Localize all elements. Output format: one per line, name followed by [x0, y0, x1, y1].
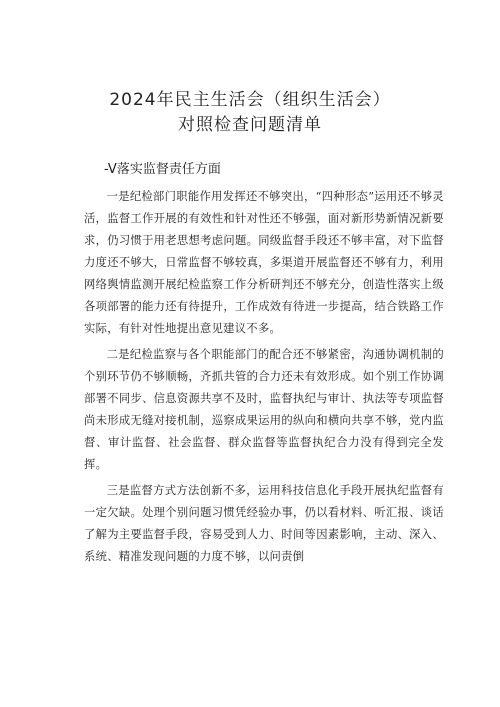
- document-title: [0, 88, 500, 138]
- document-body: [84, 186, 444, 572]
- section-heading: -V落实监督责任方面: [104, 162, 221, 177]
- paragraph-3: 三是监督方式方法创新不多，运用科技信息化手段开展执纪监督有一定欠缺。处理个别问题习惯凭经验办事，仍以看材料、听汇报、谈话了解为主要监督手段，容易受到人力、时间等因素影响，主动、深入、系统、精准发现问题的力度不够，以问责倒: [84, 484, 444, 563]
- paragraph-1: 一是纪检部门职能作用发挥还不够突出，“四种形态”运用还不够灵活，监督工作开展的有效性和针对性还不够强，面对新形势新情况新要求，仍习惯于用老思想考虑问题。同级监督手段还不够丰富，对下监督力度还不够大，日常监督不够较真，多渠道开展监督还不够有力，利用网络舆情监测开展纪检监察工作分析研判还不够充分，创造性落实上级各项部署的能力还有待提升，工作成效有待进一步提高，结合铁路工作实际，有针对性地提出意见建议不多。: [84, 190, 444, 335]
- paragraph-2: 二是纪检监察与各个职能部门的配合还不够紧密，沟通协调机制的个别环节仍不够顺畅，齐抓共管的合力还未有效形成。如个别工作协调部署不同步、信息资源共享不及时，监督执纪与审计、执法等专项监督尚未形成无缝对接机制，巡察成果运用的纵向和横向共享不够，党内监督、审计监督、社会监督、群众监督等监督执纪合力没有得到完全发挥。: [84, 348, 444, 471]
- title-line-1: 2024年民主生活会（组织生活会）: [109, 90, 391, 110]
- title-line-2: 对照检查问题清单: [178, 115, 322, 135]
